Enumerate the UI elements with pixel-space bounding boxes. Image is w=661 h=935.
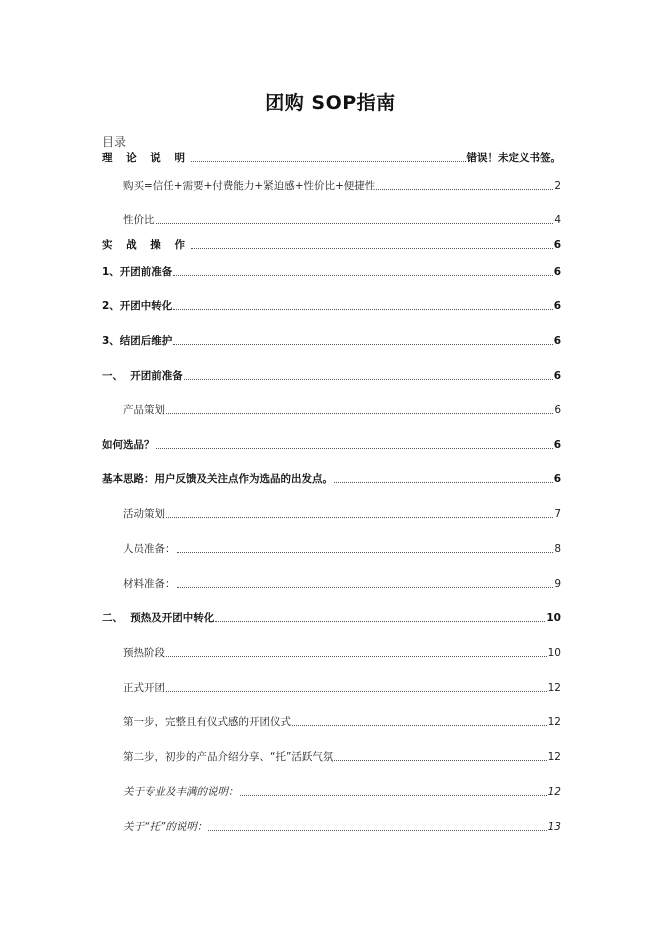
toc-entry-text: 实 战 操 作 — [102, 239, 190, 251]
toc-entry[interactable] — [0, 177, 661, 193]
toc-dot-leader — [292, 725, 547, 726]
toc-entry-text: 理 论 说 明 — [102, 152, 190, 164]
toc-entry-text: 正式开团 — [123, 682, 165, 694]
toc-dot-leader — [173, 344, 552, 345]
toc-entry-page: 12 — [547, 716, 561, 728]
toc-dot-leader — [173, 309, 552, 310]
toc-entry[interactable] — [0, 236, 661, 252]
toc-entry-page: 6 — [554, 404, 561, 416]
toc-entry-page: 错误！未定义书签。 — [466, 152, 561, 164]
toc-entry-text: 基本思路：用户反馈及关注点作为选品的出发点。 — [102, 473, 333, 485]
toc-dot-leader — [156, 223, 554, 224]
toc-entry-text: 产品策划 — [123, 404, 165, 416]
toc-dot-leader — [240, 795, 547, 796]
toc-entry[interactable] — [0, 332, 661, 348]
toc-entry-page: 2 — [554, 180, 561, 192]
toc-entry-page: 6 — [553, 335, 561, 347]
toc-dot-leader — [177, 587, 554, 588]
toc-entry[interactable] — [0, 783, 661, 799]
toc-entry[interactable] — [0, 211, 661, 227]
toc-entry-page: 6 — [553, 473, 561, 485]
toc-entry[interactable] — [0, 470, 661, 486]
toc-dot-leader — [184, 379, 553, 380]
toc-entry[interactable] — [0, 818, 661, 834]
toc-entry-page: 12 — [547, 682, 561, 694]
toc-entry-page: 12 — [547, 786, 561, 798]
toc-entry-text: 1、开团前准备 — [102, 266, 173, 278]
toc-dot-leader — [208, 830, 546, 831]
toc-entry[interactable] — [0, 401, 661, 417]
toc-entry-page: 6 — [553, 300, 561, 312]
toc-entry-text: 材料准备： — [123, 578, 176, 590]
toc-entry[interactable] — [0, 540, 661, 556]
toc-entry-text: 关于“托”的说明： — [123, 821, 208, 833]
toc-entry-page: 7 — [554, 508, 561, 520]
toc-entry[interactable] — [0, 505, 661, 521]
toc-entry[interactable] — [0, 575, 661, 591]
toc-entry[interactable] — [0, 679, 661, 695]
toc-entry-page: 6 — [553, 370, 561, 382]
toc-dot-leader — [166, 413, 553, 414]
toc-entry-text: 3、结团后维护 — [102, 335, 173, 347]
toc-dot-leader — [173, 275, 552, 276]
toc-heading: 目录 — [102, 135, 127, 149]
toc-dot-leader — [156, 448, 553, 449]
toc-entry[interactable] — [0, 263, 661, 279]
toc-entry[interactable] — [0, 644, 661, 660]
toc-dot-leader — [376, 189, 553, 190]
toc-entry-page: 10 — [546, 612, 561, 624]
toc-dot-leader — [166, 691, 547, 692]
toc-entry-text: 购买=信任+需要+付费能力+紧迫感+性价比+便捷性 — [123, 180, 376, 192]
toc-dot-leader — [334, 760, 546, 761]
toc-dot-leader — [166, 517, 553, 518]
toc-dot-leader — [191, 248, 553, 249]
toc-entry-text: 第一步，完整且有仪式感的开团仪式 — [123, 716, 291, 728]
toc-entry-text: 2、开团中转化 — [102, 300, 173, 312]
toc-entry-page: 10 — [547, 647, 561, 659]
toc-entry-text: 关于专业及丰满的说明： — [123, 786, 239, 798]
toc-entry-text: 预热阶段 — [123, 647, 165, 659]
toc-entry[interactable] — [0, 149, 661, 165]
toc-dot-leader — [334, 482, 553, 483]
toc-entry[interactable] — [0, 609, 661, 625]
toc-entry-page: 8 — [554, 543, 561, 555]
toc-entry-text: 第二步，初步的产品介绍分享、“托”活跃气氛 — [123, 751, 334, 763]
toc-dot-leader — [177, 552, 554, 553]
toc-entry[interactable] — [0, 297, 661, 313]
toc-entry-page: 4 — [554, 214, 561, 226]
toc-entry-text: 一、 开团前准备 — [102, 370, 183, 382]
toc-dot-leader — [191, 161, 466, 162]
toc-entry-page: 13 — [547, 821, 561, 833]
toc-entry[interactable] — [0, 367, 661, 383]
toc-entry[interactable] — [0, 748, 661, 764]
toc-entry-text: 性价比 — [123, 214, 155, 226]
toc-entry-page: 6 — [553, 439, 561, 451]
toc-entry[interactable] — [0, 436, 661, 452]
toc-entry-text: 活动策划 — [123, 508, 165, 520]
toc-entry-page: 9 — [554, 578, 561, 590]
toc-dot-leader — [166, 656, 547, 657]
toc-entry-page: 6 — [553, 266, 561, 278]
toc-entry-text: 如何选品？ — [102, 439, 155, 451]
document-title: 团购 SOP指南 — [265, 92, 396, 114]
toc-entry-page: 12 — [547, 751, 561, 763]
toc-entry-page: 6 — [553, 239, 561, 251]
toc-entry[interactable] — [0, 713, 661, 729]
toc-entry-text: 人员准备： — [123, 543, 176, 555]
toc-entry-text: 二、 预热及开团中转化 — [102, 612, 215, 624]
toc-dot-leader — [215, 621, 545, 622]
